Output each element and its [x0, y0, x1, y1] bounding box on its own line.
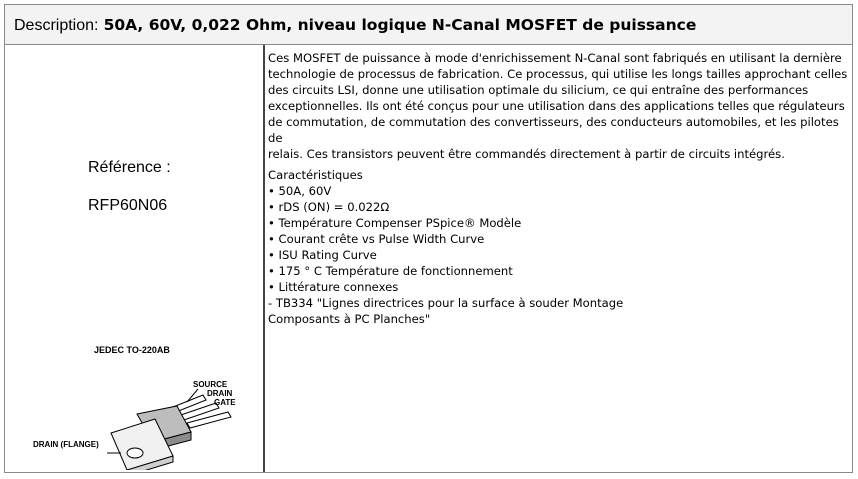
- feature-item: Composants à PC Planches": [268, 312, 431, 326]
- feature-item: • 50A, 60V: [268, 184, 332, 198]
- description-line: relais. Ces transistors peuvent être commandés directement à partir de circuits intégrés.: [268, 147, 785, 161]
- mounting-hole: [127, 448, 143, 458]
- reference-panel: [5, 45, 265, 472]
- feature-item: - TB334 "Lignes directrices pour la surface à souder Montage: [268, 296, 624, 310]
- description-line: des circuits LSI, donne une utilisation optimale du silicium, ce qui entraîne des performances: [268, 83, 809, 97]
- pin-label-gate: GATE: [214, 398, 236, 407]
- pin-label-flange: DRAIN (FLANGE): [33, 440, 99, 449]
- to220-package-drawing: [25, 370, 255, 470]
- package-title: JEDEC TO-220AB: [94, 345, 170, 355]
- description-line: technologie de processus de fabrication. Ce processus, qui utilise les longs tailles approchant celles: [268, 67, 848, 81]
- feature-item: • Température Compenser PSpice® Modèle: [268, 216, 522, 230]
- details-panel: [268, 50, 848, 327]
- description-line: de commutation, de commutation des convertisseurs, des conducteurs automobiles, et les pilotes de: [268, 115, 839, 145]
- description-line: Ces MOSFET de puissance à mode d'enrichissement N-Canal sont fabriqués en utilisant la dernière: [268, 51, 842, 65]
- features-title: Caractéristiques: [268, 168, 363, 182]
- features-list: [268, 167, 848, 327]
- product-table: [4, 4, 853, 473]
- reference-label: Référence :: [88, 159, 171, 176]
- feature-item: • Littérature connexes: [268, 280, 399, 294]
- description-label: Description:: [14, 17, 99, 34]
- product-title: 50A, 60V, 0,022 Ohm, niveau logique N-Canal MOSFET de puissance: [103, 16, 697, 34]
- feature-item: • 175 ° C Température de fonctionnement: [268, 264, 513, 278]
- feature-item: • rDS (ON) = 0.022Ω: [268, 200, 390, 214]
- description-text: [268, 50, 848, 162]
- feature-item: • Courant crête vs Pulse Width Curve: [268, 232, 485, 246]
- reference-value: RFP60N06: [88, 197, 168, 214]
- description-line: exceptionnelles. Ils ont été conçus pour une utilisation dans des applications telles que régulateurs: [268, 99, 845, 113]
- pin-label-drain: DRAIN: [207, 389, 233, 398]
- description-header: [5, 5, 852, 45]
- pin-label-source: SOURCE: [193, 380, 228, 389]
- feature-item: • ISU Rating Curve: [268, 248, 377, 262]
